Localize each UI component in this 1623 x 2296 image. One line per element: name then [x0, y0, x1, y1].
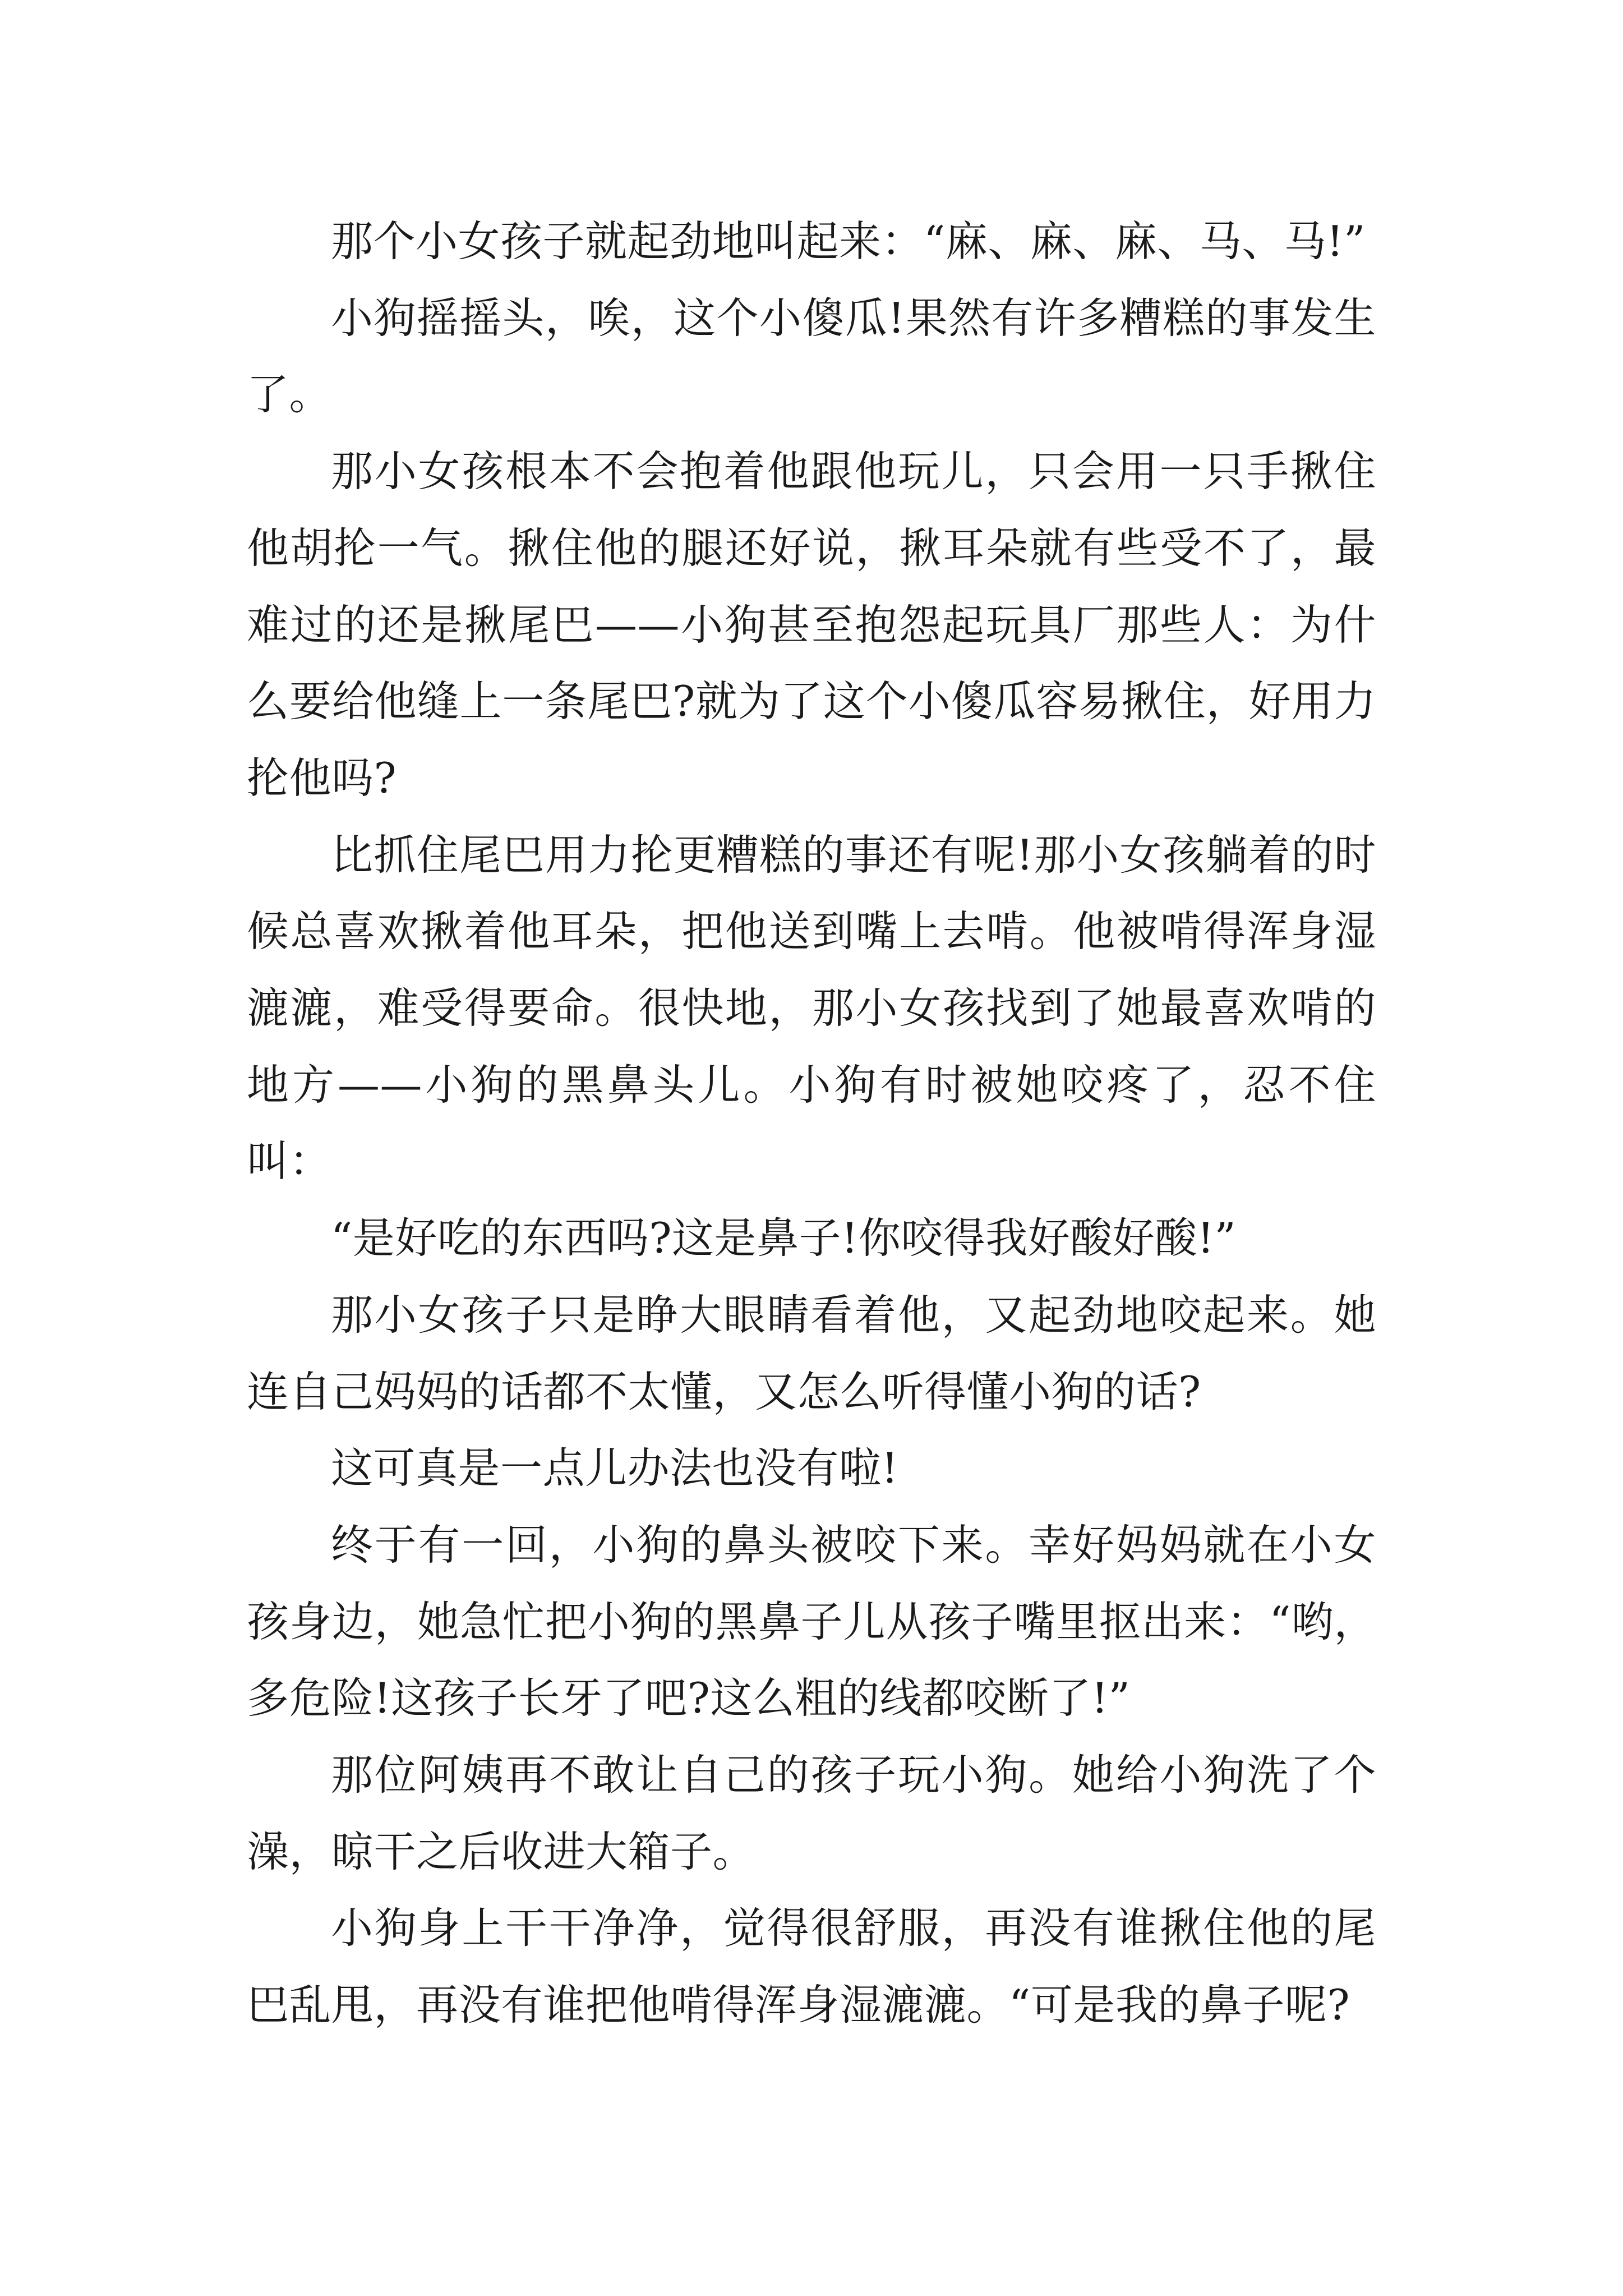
paragraph-2: 小狗摇摇头，唉，这个小傻瓜!果然有许多糟糕的事发生了。: [247, 293, 1376, 420]
paragraph-6: 那小女孩子只是睁大眼睛看着他，又起劲地咬起来。她连自己妈妈的话都不太懂，又怎么听得懂小狗的话?: [247, 1290, 1376, 1416]
paragraph-9: 那位阿姨再不敢让自己的孩子玩小狗。她给小狗洗了个澡，晾干之后收进大箱子。: [247, 1750, 1376, 1876]
paragraph-7: 这可真是一点儿办法也没有啦!: [331, 1443, 899, 1493]
story-text: [247, 203, 1376, 2044]
paragraph-8: 终于有一回，小狗的鼻头被咬下来。幸好妈妈就在小女孩身边，她急忙把小狗的黑鼻子儿从孩子嘴里抠出来：“哟，多危险!这孩子长牙了吧?这么粗的线都咬断了!”: [247, 1520, 1376, 1723]
paragraph-4: 比抓住尾巴用力抡更糟糕的事还有呢!那小女孩躺着的时候总喜欢揪着他耳朵，把他送到嘴上去啃。他被啃得浑身湿漉漉，难受得要命。很快地，那小女孩找到了她最喜欢啃的地方——小狗的黑鼻头儿。小狗有时被她咬疼了，忍不住叫：: [247, 830, 1376, 1186]
paragraph-10: 小狗身上干干净净，觉得很舒服，再没有谁揪住他的尾巴乱甩，再没有谁把他啃得浑身湿漉漉。“可是我的鼻子呢?: [247, 1903, 1376, 2030]
paragraph-3: 那小女孩根本不会抱着他跟他玩儿，只会用一只手揪住他胡抡一气。揪住他的腿还好说，揪耳朵就有些受不了，最难过的还是揪尾巴——小狗甚至抱怨起玩具厂那些人：为什么要给他缝上一条尾巴?就为了这个小傻瓜容易揪住，好用力抡他吗?: [247, 447, 1376, 803]
paragraph-5: “是好吃的东西吗?这是鼻子!你咬得我好酸好酸!”: [331, 1213, 1237, 1263]
paragraph-1: 那个小女孩子就起劲地叫起来：“麻、麻、麻、马、马!”: [331, 217, 1366, 266]
